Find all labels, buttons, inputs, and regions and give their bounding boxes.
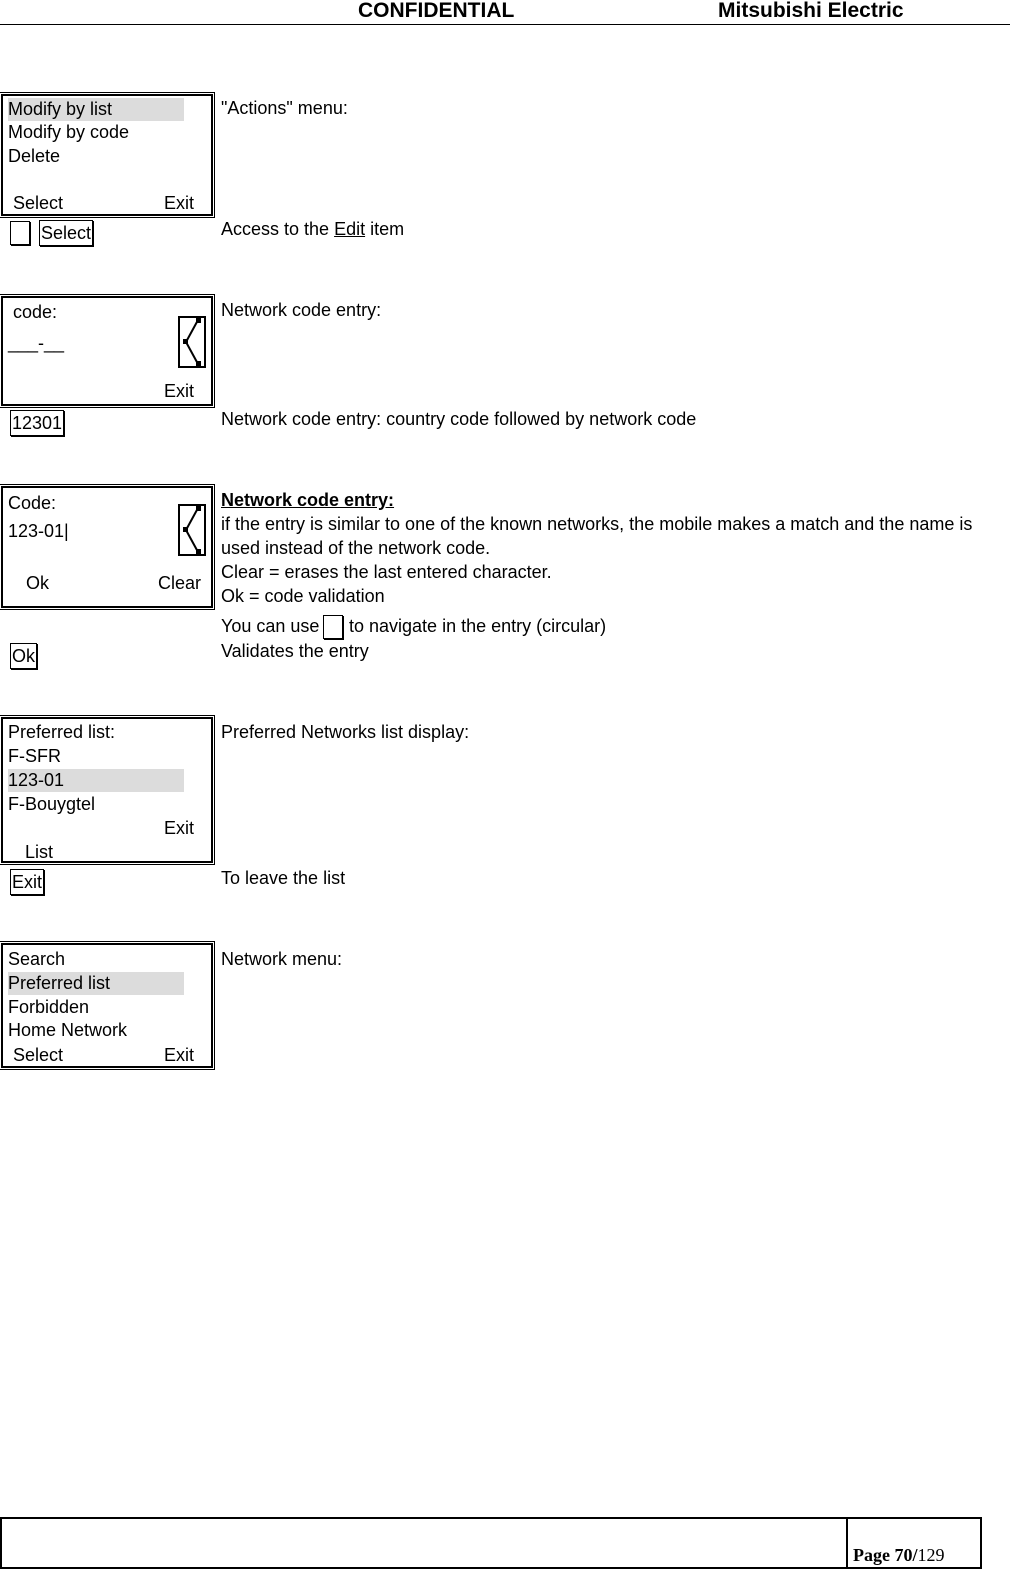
actions-description: "Actions" menu:	[221, 98, 348, 118]
code2-line3: Clear = erases the last entered character.	[221, 562, 552, 582]
code-label: Code:	[8, 493, 57, 513]
softkey-exit[interactable]: Exit	[164, 1045, 195, 1065]
exit-key: Exit	[10, 869, 44, 895]
code2-title-text: Network code entry:	[221, 490, 395, 510]
select-key: Select	[39, 220, 93, 246]
list-item[interactable]: F-SFR	[8, 746, 61, 766]
ok-key: Ok	[10, 643, 37, 669]
code-entry-screen	[1, 296, 213, 406]
code-label: code:	[13, 302, 58, 322]
navigation-key-icon	[323, 615, 343, 639]
code2-title	[221, 488, 394, 512]
softkey-list[interactable]: List	[25, 842, 54, 862]
navigation-key-icon	[10, 221, 30, 245]
code2-nav-post: to navigate in the entry (circular)	[349, 616, 607, 636]
header-rule	[0, 24, 1010, 25]
company-name: Mitsubishi Electric	[718, 0, 904, 22]
code-key: 12301	[10, 410, 64, 436]
footer-table	[0, 1517, 982, 1569]
softkey-clear[interactable]: Clear	[158, 573, 202, 593]
list-item[interactable]: 123-01	[8, 769, 184, 792]
code2-line2: used instead of the network code.	[221, 538, 491, 558]
menu-item-forbidden[interactable]: Forbidden	[8, 997, 90, 1017]
page-total: 129	[917, 1545, 945, 1565]
code-key-description: Network code entry: country code followed by network code	[221, 409, 697, 429]
code2-line4: Ok = code validation	[221, 586, 385, 606]
softkey-ok[interactable]: Ok	[26, 573, 50, 593]
confidential-label: CONFIDENTIAL	[358, 0, 515, 22]
menu-item-delete[interactable]: Delete	[8, 146, 61, 166]
page-label: Page 70/	[853, 1545, 918, 1565]
code2-line1: if the entry is similar to one of the known networks, the mobile makes a match and the name is	[221, 514, 973, 534]
exit-description: To leave the list	[221, 868, 346, 888]
softkey-select[interactable]: Select	[13, 1045, 64, 1065]
softkey-exit[interactable]: Exit	[164, 818, 195, 838]
network-menu-screen	[1, 943, 213, 1068]
code-value: ___-__	[8, 333, 65, 353]
footer-divider	[846, 1519, 848, 1567]
network-description: Network menu:	[221, 949, 343, 969]
access-pre: Access to the	[221, 219, 335, 239]
menu-item-modify-by-code[interactable]: Modify by code	[8, 122, 130, 142]
menu-item-search[interactable]: Search	[8, 949, 66, 969]
navigation-arrows-icon	[178, 316, 206, 368]
code-entry-filled-screen	[1, 486, 213, 608]
preferred-title: Preferred list:	[8, 722, 116, 742]
ok-description: Validates the entry	[221, 641, 369, 661]
list-item[interactable]: F-Bouygtel	[8, 794, 96, 814]
menu-item-preferred-list[interactable]: Preferred list	[8, 972, 184, 995]
code2-nav-pre: You can use	[221, 616, 320, 636]
access-post: item	[365, 219, 405, 239]
menu-item-modify-by-list[interactable]: Modify by list	[8, 98, 184, 121]
page-number	[853, 1545, 945, 1566]
edit-link: Edit	[334, 219, 366, 239]
code-description: Network code entry:	[221, 300, 382, 320]
menu-item-home-network[interactable]: Home Network	[8, 1020, 128, 1040]
softkey-exit[interactable]: Exit	[164, 193, 195, 213]
softkey-exit[interactable]: Exit	[164, 381, 195, 401]
code-value: 123-01|	[8, 521, 69, 541]
preferred-list-screen	[1, 717, 213, 863]
actions-menu-screen	[1, 94, 213, 216]
softkey-select[interactable]: Select	[13, 193, 64, 213]
access-description	[221, 217, 404, 241]
navigation-arrows-icon	[178, 504, 206, 556]
preferred-description: Preferred Networks list display:	[221, 722, 470, 742]
